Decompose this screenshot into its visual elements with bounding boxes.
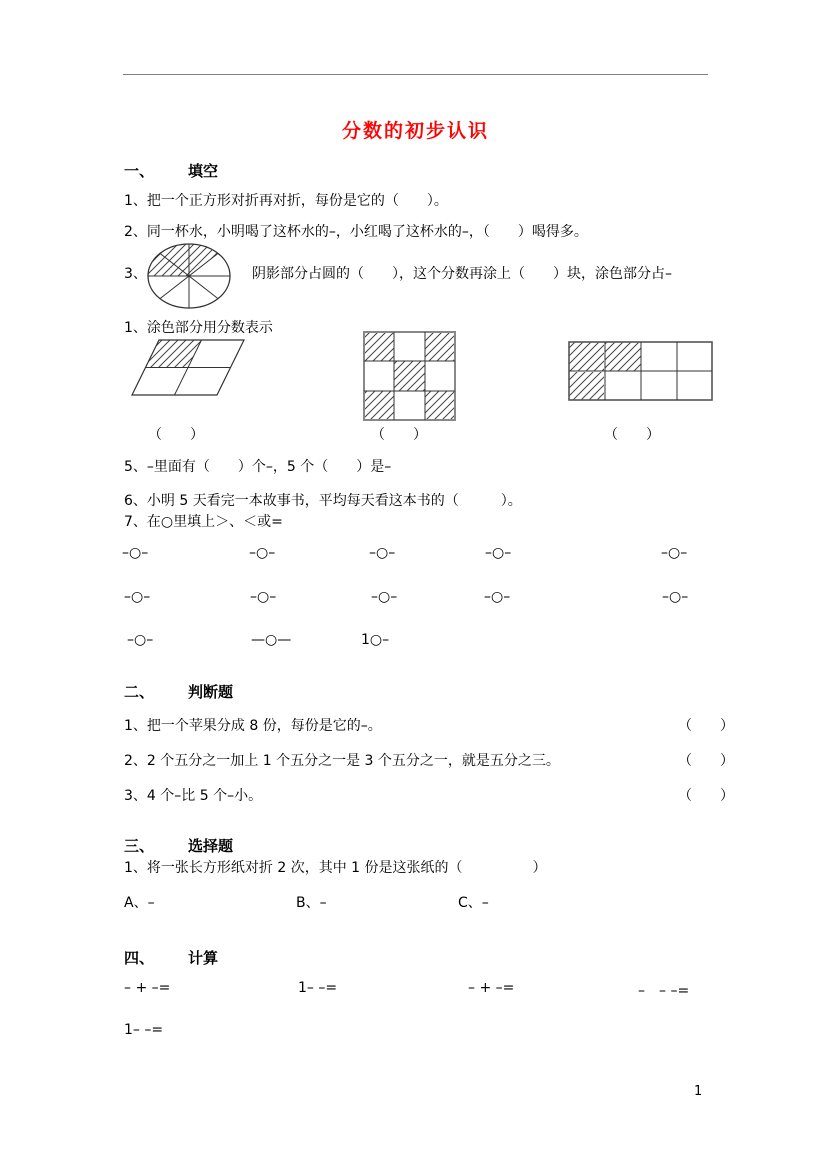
section-2-number: 二、 — [124, 683, 155, 701]
question-3-1: 1、将一张长方形纸对折 2 次，其中 1 份是这张纸的（ ） — [124, 860, 547, 876]
square-grid-figure — [363, 331, 456, 421]
answer-blank: （ ） — [678, 753, 734, 769]
page-number: 1 — [694, 1084, 703, 1099]
section-2-heading — [124, 681, 233, 702]
calc-expression-4: – – –= — [638, 983, 690, 999]
question-1-3-text: 阴影部分占圆的（ ），这个分数再涂上（ ）块，涂色部分占– — [252, 266, 672, 282]
question-1-4: 1、涂色部分用分数表示 — [124, 320, 273, 336]
compare-item: –○– — [484, 589, 511, 605]
section-3-label: 选择题 — [188, 837, 234, 855]
shape-blank-2: （ ） — [371, 427, 427, 443]
answer-blank: （ ） — [678, 718, 734, 734]
choice-c: C、– — [458, 895, 489, 911]
compare-item: –○– — [124, 589, 151, 605]
section-3-heading — [124, 835, 233, 856]
choice-b: B、– — [296, 895, 327, 911]
question-2-3: 3、4 个–比 5 个–小。 — [124, 788, 263, 804]
compare-item: –○– — [249, 545, 276, 561]
compare-item: —○— — [251, 632, 292, 648]
section-4-heading — [124, 947, 218, 968]
shape-blank-1: （ ） — [148, 427, 204, 443]
page-title: 分数的初步认识 — [341, 120, 489, 142]
header-rule — [123, 74, 708, 75]
question-1-1: 1、把一个正方形对折再对折，每份是它的（ ）。 — [124, 193, 448, 209]
section-3-number: 三、 — [124, 837, 155, 855]
answer-blank: （ ） — [678, 788, 734, 804]
question-1-3-number: 3、 — [124, 266, 147, 282]
compare-item: –○– — [122, 545, 149, 561]
section-4-label: 计算 — [188, 949, 219, 967]
calc-expression-1: – + –= — [124, 980, 171, 996]
compare-item: 1○– — [361, 632, 390, 648]
compare-item: –○– — [127, 632, 154, 648]
compare-item: –○– — [371, 589, 398, 605]
section-1-heading — [124, 160, 218, 181]
rectangle-grid-figure — [568, 341, 713, 402]
question-1-7: 7、在○里填上＞、＜或= — [124, 514, 283, 530]
choice-a: A、– — [124, 895, 155, 911]
compare-item: –○– — [250, 589, 277, 605]
section-2-label: 判断题 — [188, 683, 234, 701]
section-4-number: 四、 — [124, 949, 155, 967]
question-1-6: 6、小明 5 天看完一本故事书，平均每天看这本书的（ ）。 — [124, 493, 522, 509]
circle-fraction-figure — [147, 243, 231, 310]
question-1-2: 2、同一杯水，小明喝了这杯水的–，小红喝了这杯水的–，（ ）喝得多。 — [124, 224, 588, 240]
compare-item: –○– — [485, 545, 512, 561]
question-2-1: 1、把一个苹果分成 8 份，每份是它的–。 — [124, 718, 382, 734]
question-1-5: 5、–里面有（ ）个–，5 个（ ）是– — [124, 459, 392, 475]
compare-item: –○– — [661, 545, 688, 561]
calc-expression-3: – + –= — [468, 980, 515, 996]
shape-blank-3: （ ） — [604, 427, 660, 443]
compare-item: –○– — [369, 545, 396, 561]
question-2-2: 2、2 个五分之一加上 1 个五分之一是 3 个五分之一，就是五分之三。 — [124, 753, 560, 769]
parallelogram-figure — [131, 339, 246, 397]
section-1-number: 一、 — [124, 162, 155, 180]
calc-expression-2: 1– –= — [298, 980, 338, 996]
calc-expression-5: 1– –= — [124, 1022, 164, 1038]
section-1-label: 填空 — [188, 162, 219, 180]
compare-item: –○– — [662, 589, 689, 605]
